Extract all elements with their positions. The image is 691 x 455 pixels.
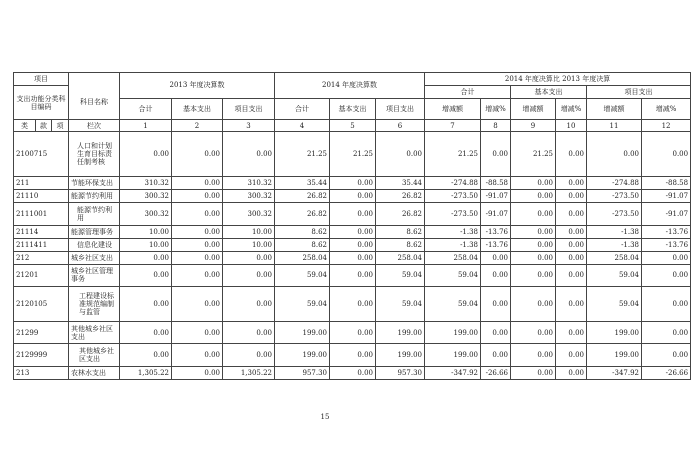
year-2014-header: 2014 年度决算数 bbox=[275, 73, 425, 99]
kuan-label: 款 bbox=[36, 120, 52, 132]
value-cell: 59.04 bbox=[587, 264, 642, 287]
value-cell: 0.00 bbox=[556, 132, 587, 177]
value-cell: 8.62 bbox=[275, 225, 330, 238]
value-cell: 0.00 bbox=[556, 177, 587, 190]
value-cell: 0.00 bbox=[556, 344, 587, 367]
subject-name-cell: 能源节约利用 bbox=[69, 203, 120, 226]
value-cell: -273.50 bbox=[425, 203, 481, 226]
column-number-cell: 6 bbox=[376, 120, 425, 132]
value-cell: 59.04 bbox=[275, 287, 330, 321]
value-cell: 0.00 bbox=[172, 321, 223, 344]
value-cell: 0.00 bbox=[481, 344, 511, 367]
value-cell: -13.76 bbox=[481, 225, 511, 238]
total-2013-header: 合计 bbox=[120, 98, 172, 120]
value-cell: 0.00 bbox=[172, 287, 223, 321]
value-cell: 8.62 bbox=[275, 238, 330, 251]
final-accounts-table bbox=[13, 72, 691, 380]
table-row bbox=[14, 132, 691, 177]
value-cell: -26.66 bbox=[481, 366, 511, 379]
function-code-header: 支出功能分类科目编码 bbox=[14, 85, 69, 119]
table-row bbox=[14, 264, 691, 287]
value-cell: 0.00 bbox=[556, 366, 587, 379]
value-cell: -88.58 bbox=[642, 177, 691, 190]
value-cell: 59.04 bbox=[275, 264, 330, 287]
value-cell: 8.62 bbox=[376, 238, 425, 251]
compare-basic-header: 基本支出 bbox=[511, 85, 587, 98]
column-number-cell: 12 bbox=[642, 120, 691, 132]
value-cell: 199.00 bbox=[275, 321, 330, 344]
value-cell: 10.00 bbox=[223, 225, 275, 238]
value-cell: 310.32 bbox=[223, 177, 275, 190]
total-2014-header: 合计 bbox=[275, 98, 330, 120]
function-code-cell: 2111001 bbox=[14, 203, 69, 226]
value-cell: -274.88 bbox=[425, 177, 481, 190]
subject-name-cell: 城乡社区支出 bbox=[69, 251, 120, 264]
value-cell: 0.00 bbox=[511, 190, 556, 203]
table-row bbox=[14, 203, 691, 226]
project-header: 项目 bbox=[14, 73, 69, 86]
value-cell: 199.00 bbox=[425, 321, 481, 344]
xiang-label: 项 bbox=[52, 120, 69, 132]
project-2013-header: 项目支出 bbox=[223, 98, 275, 120]
total-increase-pct-header: 增减% bbox=[481, 98, 511, 120]
table-row bbox=[14, 238, 691, 251]
value-cell: 300.32 bbox=[223, 203, 275, 226]
comparison-header: 2014 年度决算比 2013 年度决算 bbox=[425, 73, 691, 86]
value-cell: -274.88 bbox=[587, 177, 642, 190]
year-2013-header: 2013 年度决算数 bbox=[120, 73, 275, 99]
subject-name-cell: 城乡社区管理事务 bbox=[69, 264, 120, 287]
column-number-cell: 2 bbox=[172, 120, 223, 132]
value-cell: 199.00 bbox=[587, 321, 642, 344]
table-row bbox=[14, 225, 691, 238]
value-cell: 0.00 bbox=[120, 251, 172, 264]
value-cell: -1.38 bbox=[587, 225, 642, 238]
value-cell: 300.32 bbox=[120, 203, 172, 226]
table-row bbox=[14, 344, 691, 367]
table-row bbox=[14, 251, 691, 264]
value-cell: 0.00 bbox=[642, 344, 691, 367]
value-cell: -13.76 bbox=[481, 238, 511, 251]
value-cell: 0.00 bbox=[330, 366, 376, 379]
value-cell: 10.00 bbox=[120, 225, 172, 238]
value-cell: 10.00 bbox=[120, 238, 172, 251]
value-cell: 258.04 bbox=[425, 251, 481, 264]
function-code-cell: 211 bbox=[14, 177, 69, 190]
value-cell: 0.00 bbox=[556, 203, 587, 226]
function-code-cell: 21299 bbox=[14, 321, 69, 344]
value-cell: 199.00 bbox=[425, 344, 481, 367]
value-cell: 0.00 bbox=[120, 287, 172, 321]
value-cell: 0.00 bbox=[172, 344, 223, 367]
value-cell: 0.00 bbox=[172, 238, 223, 251]
value-cell: 0.00 bbox=[223, 287, 275, 321]
subject-name-cell: 人口和计划生育目标责任制考核 bbox=[69, 132, 120, 177]
value-cell: 0.00 bbox=[556, 238, 587, 251]
value-cell: 0.00 bbox=[556, 287, 587, 321]
value-cell: 957.30 bbox=[376, 366, 425, 379]
value-cell: 0.00 bbox=[511, 225, 556, 238]
function-code-cell: 2120105 bbox=[14, 287, 69, 321]
column-number-cell: 3 bbox=[223, 120, 275, 132]
page-number: 15 bbox=[320, 413, 330, 421]
value-cell: -273.50 bbox=[587, 203, 642, 226]
value-cell: 1,305.22 bbox=[120, 366, 172, 379]
value-cell: 199.00 bbox=[275, 344, 330, 367]
value-cell: 0.00 bbox=[223, 132, 275, 177]
subject-name-cell: 能源节约利用 bbox=[69, 190, 120, 203]
value-cell: -273.50 bbox=[587, 190, 642, 203]
value-cell: 0.00 bbox=[330, 344, 376, 367]
value-cell: 0.00 bbox=[120, 321, 172, 344]
value-cell: 21.25 bbox=[425, 132, 481, 177]
value-cell: 26.82 bbox=[275, 190, 330, 203]
value-cell: 0.00 bbox=[511, 321, 556, 344]
value-cell: 0.00 bbox=[642, 321, 691, 344]
column-number-cell: 1 bbox=[120, 120, 172, 132]
value-cell: 0.00 bbox=[330, 264, 376, 287]
value-cell: -13.76 bbox=[642, 238, 691, 251]
value-cell: 0.00 bbox=[556, 264, 587, 287]
value-cell: 199.00 bbox=[376, 321, 425, 344]
value-cell: -26.66 bbox=[642, 366, 691, 379]
lei-label: 类 bbox=[14, 120, 36, 132]
value-cell: 59.04 bbox=[425, 287, 481, 321]
column-number-cell: 8 bbox=[481, 120, 511, 132]
basic-increase-amount-header: 增减额 bbox=[511, 98, 556, 120]
basic-increase-pct-header: 增减% bbox=[556, 98, 587, 120]
value-cell: 0.00 bbox=[511, 344, 556, 367]
column-number-cell: 7 bbox=[425, 120, 481, 132]
value-cell: 59.04 bbox=[425, 264, 481, 287]
table-row bbox=[14, 321, 691, 344]
value-cell: -347.92 bbox=[425, 366, 481, 379]
value-cell: 0.00 bbox=[511, 251, 556, 264]
table-row bbox=[14, 287, 691, 321]
value-cell: 0.00 bbox=[223, 344, 275, 367]
project-2014-header: 项目支出 bbox=[376, 98, 425, 120]
value-cell: 0.00 bbox=[587, 132, 642, 177]
value-cell: 0.00 bbox=[172, 190, 223, 203]
function-code-cell: 21114 bbox=[14, 225, 69, 238]
column-number-row bbox=[14, 120, 691, 132]
value-cell: 0.00 bbox=[172, 251, 223, 264]
value-cell: 26.82 bbox=[275, 203, 330, 226]
value-cell: 0.00 bbox=[511, 177, 556, 190]
value-cell: 0.00 bbox=[120, 132, 172, 177]
value-cell: 59.04 bbox=[376, 264, 425, 287]
value-cell: 0.00 bbox=[556, 321, 587, 344]
value-cell: 0.00 bbox=[481, 287, 511, 321]
value-cell: 0.00 bbox=[172, 366, 223, 379]
value-cell: 0.00 bbox=[642, 132, 691, 177]
value-cell: 0.00 bbox=[120, 264, 172, 287]
value-cell: -347.92 bbox=[587, 366, 642, 379]
value-cell: 0.00 bbox=[223, 321, 275, 344]
value-cell: -1.38 bbox=[425, 225, 481, 238]
column-number-cell: 5 bbox=[330, 120, 376, 132]
value-cell: -273.50 bbox=[425, 190, 481, 203]
value-cell: 0.00 bbox=[481, 132, 511, 177]
value-cell: 258.04 bbox=[275, 251, 330, 264]
value-cell: 0.00 bbox=[330, 321, 376, 344]
value-cell: 26.82 bbox=[376, 190, 425, 203]
table-row bbox=[14, 177, 691, 190]
project-increase-pct-header: 增减% bbox=[642, 98, 691, 120]
value-cell: 59.04 bbox=[587, 287, 642, 321]
value-cell: 0.00 bbox=[556, 225, 587, 238]
subject-name-cell: 能源管理事务 bbox=[69, 225, 120, 238]
column-number-cell: 11 bbox=[587, 120, 642, 132]
function-code-cell: 21110 bbox=[14, 190, 69, 203]
subject-name-cell: 信息化建设 bbox=[69, 238, 120, 251]
function-code-cell: 21201 bbox=[14, 264, 69, 287]
value-cell: -91.07 bbox=[481, 190, 511, 203]
value-cell: -1.38 bbox=[425, 238, 481, 251]
value-cell: 0.00 bbox=[511, 203, 556, 226]
value-cell: 0.00 bbox=[481, 251, 511, 264]
value-cell: -91.07 bbox=[481, 203, 511, 226]
table-row bbox=[14, 366, 691, 379]
column-number-cell: 10 bbox=[556, 120, 587, 132]
value-cell: 0.00 bbox=[642, 287, 691, 321]
value-cell: 0.00 bbox=[511, 264, 556, 287]
value-cell: 0.00 bbox=[172, 264, 223, 287]
value-cell: 0.00 bbox=[481, 264, 511, 287]
value-cell: 0.00 bbox=[172, 203, 223, 226]
value-cell: 35.44 bbox=[275, 177, 330, 190]
function-code-cell: 212 bbox=[14, 251, 69, 264]
value-cell: 21.25 bbox=[330, 132, 376, 177]
function-code-cell: 2100715 bbox=[14, 132, 69, 177]
value-cell: 300.32 bbox=[223, 190, 275, 203]
value-cell: 35.44 bbox=[376, 177, 425, 190]
value-cell: 258.04 bbox=[587, 251, 642, 264]
value-cell: 0.00 bbox=[556, 251, 587, 264]
column-number-cell: 9 bbox=[511, 120, 556, 132]
subject-name-cell: 其他城乡社区支出 bbox=[69, 344, 120, 367]
function-code-cell: 2129999 bbox=[14, 344, 69, 367]
value-cell: 0.00 bbox=[642, 251, 691, 264]
value-cell: 0.00 bbox=[172, 177, 223, 190]
subject-name-header: 科目名称 bbox=[69, 85, 120, 119]
value-cell: 0.00 bbox=[330, 203, 376, 226]
value-cell: 0.00 bbox=[511, 287, 556, 321]
value-cell: 0.00 bbox=[481, 321, 511, 344]
value-cell: 0.00 bbox=[172, 225, 223, 238]
value-cell: 10.00 bbox=[223, 238, 275, 251]
value-cell: 310.32 bbox=[120, 177, 172, 190]
value-cell: -91.07 bbox=[642, 190, 691, 203]
basic-2013-header: 基本支出 bbox=[172, 98, 223, 120]
value-cell: 0.00 bbox=[330, 287, 376, 321]
value-cell: -13.76 bbox=[642, 225, 691, 238]
value-cell: -91.07 bbox=[642, 203, 691, 226]
value-cell: 0.00 bbox=[330, 225, 376, 238]
lanci-label: 栏次 bbox=[69, 120, 120, 132]
value-cell: 21.25 bbox=[275, 132, 330, 177]
value-cell: 21.25 bbox=[511, 132, 556, 177]
value-cell: 0.00 bbox=[330, 238, 376, 251]
table-row bbox=[14, 190, 691, 203]
value-cell: -88.58 bbox=[481, 177, 511, 190]
value-cell: 0.00 bbox=[511, 238, 556, 251]
function-code-cell: 213 bbox=[14, 366, 69, 379]
value-cell: 0.00 bbox=[120, 344, 172, 367]
project-increase-amount-header: 增减额 bbox=[587, 98, 642, 120]
basic-2014-header: 基本支出 bbox=[330, 98, 376, 120]
value-cell: 258.04 bbox=[376, 251, 425, 264]
function-code-cell: 2111411 bbox=[14, 238, 69, 251]
subject-name-cell: 工程建设标准规范编制与监管 bbox=[69, 287, 120, 321]
total-increase-amount-header: 增减额 bbox=[425, 98, 481, 120]
header-row-1 bbox=[14, 73, 691, 86]
subject-name-cell: 节能环保支出 bbox=[69, 177, 120, 190]
value-cell: 199.00 bbox=[587, 344, 642, 367]
value-cell: 0.00 bbox=[223, 264, 275, 287]
compare-total-header: 合计 bbox=[425, 85, 511, 98]
value-cell: 0.00 bbox=[556, 190, 587, 203]
value-cell: 1,305.22 bbox=[223, 366, 275, 379]
subject-name-cell: 农林水支出 bbox=[69, 366, 120, 379]
value-cell: 199.00 bbox=[376, 344, 425, 367]
value-cell: 0.00 bbox=[330, 190, 376, 203]
value-cell: 957.30 bbox=[275, 366, 330, 379]
value-cell: 0.00 bbox=[172, 132, 223, 177]
value-cell: 0.00 bbox=[642, 264, 691, 287]
value-cell: 8.62 bbox=[376, 225, 425, 238]
compare-project-header: 项目支出 bbox=[587, 85, 691, 98]
value-cell: -1.38 bbox=[587, 238, 642, 251]
subject-name-cell: 其他城乡社区支出 bbox=[69, 321, 120, 344]
column-number-cell: 4 bbox=[275, 120, 330, 132]
value-cell: 0.00 bbox=[511, 366, 556, 379]
value-cell: 26.82 bbox=[376, 203, 425, 226]
value-cell: 0.00 bbox=[330, 251, 376, 264]
value-cell: 0.00 bbox=[376, 132, 425, 177]
value-cell: 300.32 bbox=[120, 190, 172, 203]
value-cell: 0.00 bbox=[223, 251, 275, 264]
value-cell: 59.04 bbox=[376, 287, 425, 321]
value-cell: 0.00 bbox=[330, 177, 376, 190]
